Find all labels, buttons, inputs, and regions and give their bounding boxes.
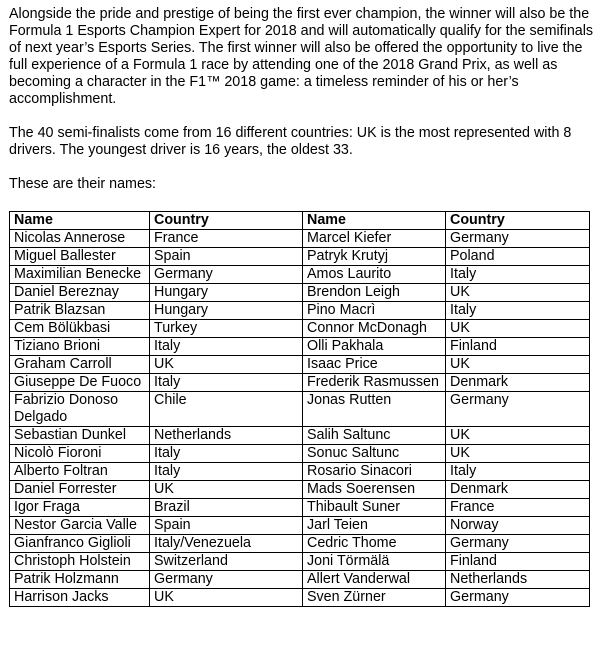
header-name-right: Name bbox=[303, 212, 446, 230]
driver-country-cell: Netherlands bbox=[150, 427, 303, 445]
table-row bbox=[10, 553, 590, 571]
header-country-right: Country bbox=[446, 212, 590, 230]
driver-name-cell: Graham Carroll bbox=[10, 356, 150, 374]
table-row bbox=[10, 320, 590, 338]
driver-name-cell: Olli Pakhala bbox=[303, 338, 446, 356]
table-row bbox=[10, 356, 590, 374]
driver-name-cell: Brendon Leigh bbox=[303, 284, 446, 302]
table-row bbox=[10, 248, 590, 266]
driver-country-cell: Germany bbox=[446, 230, 590, 248]
drivers-table bbox=[9, 211, 590, 607]
driver-country-cell: UK bbox=[446, 445, 590, 463]
driver-name-cell: Connor McDonagh bbox=[303, 320, 446, 338]
driver-country-cell: Italy bbox=[446, 463, 590, 481]
driver-name-cell: Isaac Price bbox=[303, 356, 446, 374]
driver-name-cell: Patrik Blazsan bbox=[10, 302, 150, 320]
driver-name-cell: Salih Saltunc bbox=[303, 427, 446, 445]
header-name-left: Name bbox=[10, 212, 150, 230]
driver-name-cell: Giuseppe De Fuoco bbox=[10, 374, 150, 392]
driver-country-cell: Hungary bbox=[150, 284, 303, 302]
driver-country-cell: Finland bbox=[446, 338, 590, 356]
driver-country-cell: Norway bbox=[446, 517, 590, 535]
driver-name-cell: Patryk Krutyj bbox=[303, 248, 446, 266]
driver-country-cell: Chile bbox=[150, 392, 303, 427]
driver-country-cell: UK bbox=[446, 320, 590, 338]
table-row bbox=[10, 302, 590, 320]
driver-country-cell: Hungary bbox=[150, 302, 303, 320]
driver-name-cell: Pino Macrì bbox=[303, 302, 446, 320]
driver-country-cell: UK bbox=[446, 356, 590, 374]
driver-name-cell: Tiziano Brioni bbox=[10, 338, 150, 356]
driver-name-cell: Gianfranco Giglioli bbox=[10, 535, 150, 553]
driver-country-cell: Italy bbox=[150, 445, 303, 463]
driver-country-cell: Italy/Venezuela bbox=[150, 535, 303, 553]
driver-country-cell: France bbox=[446, 499, 590, 517]
driver-country-cell: UK bbox=[150, 589, 303, 607]
driver-name-cell: Patrik Holzmann bbox=[10, 571, 150, 589]
driver-name-cell: Frederik Rasmussen bbox=[303, 374, 446, 392]
driver-country-cell: Germany bbox=[446, 589, 590, 607]
driver-country-cell: Spain bbox=[150, 248, 303, 266]
table-row bbox=[10, 266, 590, 284]
driver-country-cell: Italy bbox=[150, 338, 303, 356]
table-row bbox=[10, 481, 590, 499]
driver-name-cell: Joni Törmälä bbox=[303, 553, 446, 571]
driver-country-cell: UK bbox=[446, 284, 590, 302]
driver-country-cell: Germany bbox=[150, 266, 303, 284]
driver-name-cell: Rosario Sinacori bbox=[303, 463, 446, 481]
driver-name-cell: Cedric Thome bbox=[303, 535, 446, 553]
driver-name-cell: Nicolò Fioroni bbox=[10, 445, 150, 463]
semi-finalists-paragraph: The 40 semi-finalists come from 16 different countries: UK is the most represented with 8 drivers. The youngest driver is 16 years, the oldest 33. bbox=[9, 125, 572, 158]
driver-country-cell: Germany bbox=[150, 571, 303, 589]
table-row bbox=[10, 338, 590, 356]
table-row bbox=[10, 517, 590, 535]
table-row bbox=[10, 499, 590, 517]
driver-country-cell: Denmark bbox=[446, 481, 590, 499]
driver-name-cell: Nicolas Annerose bbox=[10, 230, 150, 248]
driver-country-cell: Netherlands bbox=[446, 571, 590, 589]
driver-name-cell: Alberto Foltran bbox=[10, 463, 150, 481]
driver-name-cell: Cem Bölükbasi bbox=[10, 320, 150, 338]
intro-paragraph: Alongside the pride and prestige of being the first ever champion, the winner will also be the Formula 1 Esports Champion Expert for 2018 and will automatically qualify for the semifinals of next year’s Esports Series. The first winner will also be offered the opportunity to live the full experience of a Formula 1 race by attending one of the 2018 Grand Prix, as well as becoming a character in the F1™ 2018 game: a timeless reminder of his or her’s accomplishment. bbox=[9, 6, 594, 107]
header-country-left: Country bbox=[150, 212, 303, 230]
driver-country-cell: Finland bbox=[446, 553, 590, 571]
table-row bbox=[10, 463, 590, 481]
driver-country-cell: Brazil bbox=[150, 499, 303, 517]
driver-country-cell: Poland bbox=[446, 248, 590, 266]
driver-name-cell: Marcel Kiefer bbox=[303, 230, 446, 248]
driver-country-cell: UK bbox=[150, 481, 303, 499]
table-row bbox=[10, 571, 590, 589]
driver-country-cell: Germany bbox=[446, 392, 590, 427]
driver-country-cell: Germany bbox=[446, 535, 590, 553]
driver-name-cell: Allert Vanderwal bbox=[303, 571, 446, 589]
driver-country-cell: UK bbox=[150, 356, 303, 374]
driver-name-cell: Jonas Rutten bbox=[303, 392, 446, 427]
driver-name-cell: Nestor Garcia Valle bbox=[10, 517, 150, 535]
driver-country-cell: Italy bbox=[446, 266, 590, 284]
driver-name-cell: Jarl Teien bbox=[303, 517, 446, 535]
driver-country-cell: France bbox=[150, 230, 303, 248]
table-row bbox=[10, 445, 590, 463]
driver-name-cell: Daniel Forrester bbox=[10, 481, 150, 499]
driver-name-cell: Fabrizio Donoso Delgado bbox=[10, 392, 150, 427]
driver-name-cell: Miguel Ballester bbox=[10, 248, 150, 266]
driver-name-cell: Harrison Jacks bbox=[10, 589, 150, 607]
driver-country-cell: Turkey bbox=[150, 320, 303, 338]
document-page bbox=[9, 6, 595, 607]
driver-name-cell: Daniel Bereznay bbox=[10, 284, 150, 302]
driver-name-cell: Sonuc Saltunc bbox=[303, 445, 446, 463]
driver-country-cell: Italy bbox=[446, 302, 590, 320]
driver-name-cell: Thibault Suner bbox=[303, 499, 446, 517]
table-row bbox=[10, 230, 590, 248]
table-header-row bbox=[10, 212, 590, 230]
table-row bbox=[10, 284, 590, 302]
driver-name-cell: Mads Soerensen bbox=[303, 481, 446, 499]
driver-country-cell: Italy bbox=[150, 374, 303, 392]
drivers-table-body bbox=[10, 230, 590, 607]
table-row bbox=[10, 427, 590, 445]
driver-country-cell: Switzerland bbox=[150, 553, 303, 571]
driver-country-cell: Denmark bbox=[446, 374, 590, 392]
driver-country-cell: UK bbox=[446, 427, 590, 445]
table-row bbox=[10, 535, 590, 553]
driver-name-cell: Sven Zürner bbox=[303, 589, 446, 607]
table-row bbox=[10, 374, 590, 392]
driver-name-cell: Amos Laurito bbox=[303, 266, 446, 284]
driver-name-cell: Igor Fraga bbox=[10, 499, 150, 517]
driver-name-cell: Sebastian Dunkel bbox=[10, 427, 150, 445]
driver-name-cell: Christoph Holstein bbox=[10, 553, 150, 571]
table-row bbox=[10, 392, 590, 427]
driver-country-cell: Italy bbox=[150, 463, 303, 481]
table-row bbox=[10, 589, 590, 607]
driver-name-cell: Maximilian Benecke bbox=[10, 266, 150, 284]
driver-country-cell: Spain bbox=[150, 517, 303, 535]
names-intro-paragraph: These are their names: bbox=[9, 176, 157, 192]
